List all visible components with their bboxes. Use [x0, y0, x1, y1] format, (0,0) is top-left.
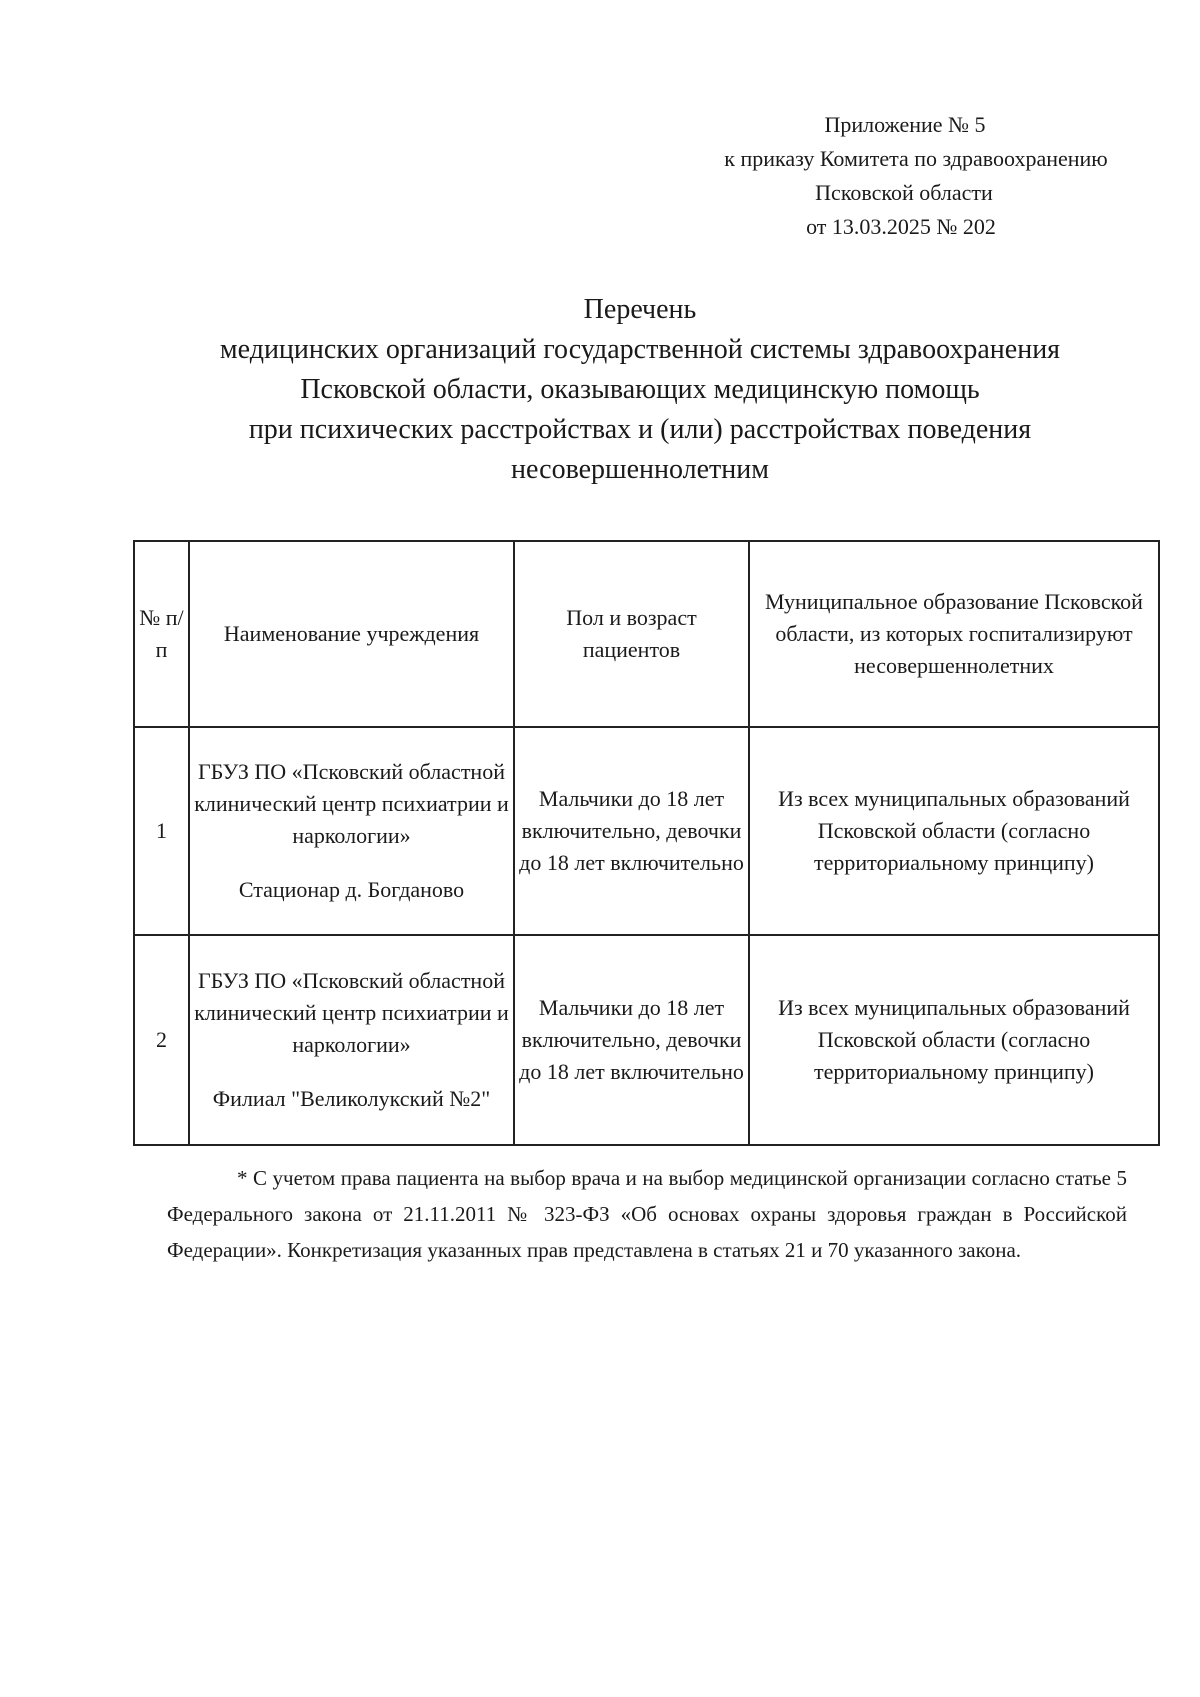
appendix-number: Приложение № 5 [824, 112, 986, 137]
header-name: Наименование учреждения [189, 541, 514, 727]
appendix-date-number: от 13.03.2025 № 202 [806, 214, 996, 239]
title-line-2: медицинских организаций государственной системы здравоохранения [219, 334, 1061, 365]
cell-name [189, 935, 514, 1145]
title-line-3: Псковской области, оказывающих медицинскую помощь [300, 374, 980, 405]
appendix-header [660, 108, 1120, 244]
cell-unit: Филиал "Великолукский №2" [212, 1086, 491, 1111]
cell-sex-age: Мальчики до 18 лет включительно, девочки до 18 лет включительно [514, 935, 749, 1145]
cell-num: 1 [134, 727, 189, 935]
appendix-region: Псковской области [815, 180, 993, 205]
cell-organization: ГБУЗ ПО «Псковский областной клинический центр психиатрии и наркологии» [194, 759, 509, 848]
header-municipality: Муниципальное образование Псковской области, из которых госпитализируют несовершеннолетних [749, 541, 1159, 727]
header-num: № п/п [134, 541, 189, 727]
cell-organization: ГБУЗ ПО «Псковский областной клинический центр психиатрии и наркологии» [194, 968, 509, 1057]
cell-sex-age: Мальчики до 18 лет включительно, девочки до 18 лет включительно [514, 727, 749, 935]
table-row [134, 727, 1159, 935]
header-sex-age: Пол и возраст пациентов [514, 541, 749, 727]
table-header-row [134, 541, 1159, 727]
cell-municipality: Из всех муниципальных образований Псковской области (согласно территориальному принципу) [749, 727, 1159, 935]
footnote: * С учетом права пациента на выбор врача и на выбор медицинской организации согласно статье 5 Федерального закона от 21.11.2011 № 323-ФЗ «Об основах охраны здоровья граждан в Российской Федерации». Конкретизация указанных прав представлена в статьях 21 и 70 указанного закона. [167, 1166, 1127, 1262]
title-line-5: несовершеннолетним [511, 454, 769, 485]
organizations-table [133, 540, 1160, 1146]
cell-unit: Стационар д. Богданово [238, 877, 465, 902]
organizations-table-wrapper [133, 540, 1158, 1146]
cell-num: 2 [134, 935, 189, 1145]
table-row [134, 935, 1159, 1145]
cell-municipality: Из всех муниципальных образований Псковской области (согласно территориальному принципу) [749, 935, 1159, 1145]
cell-name [189, 727, 514, 935]
document-title [150, 290, 1130, 490]
title-line-4: при психических расстройствах и (или) расстройствах поведения [248, 414, 1032, 445]
appendix-order-reference: к приказу Комитета по здравоохранению [724, 146, 1108, 171]
title-line-1: Перечень [583, 294, 697, 325]
